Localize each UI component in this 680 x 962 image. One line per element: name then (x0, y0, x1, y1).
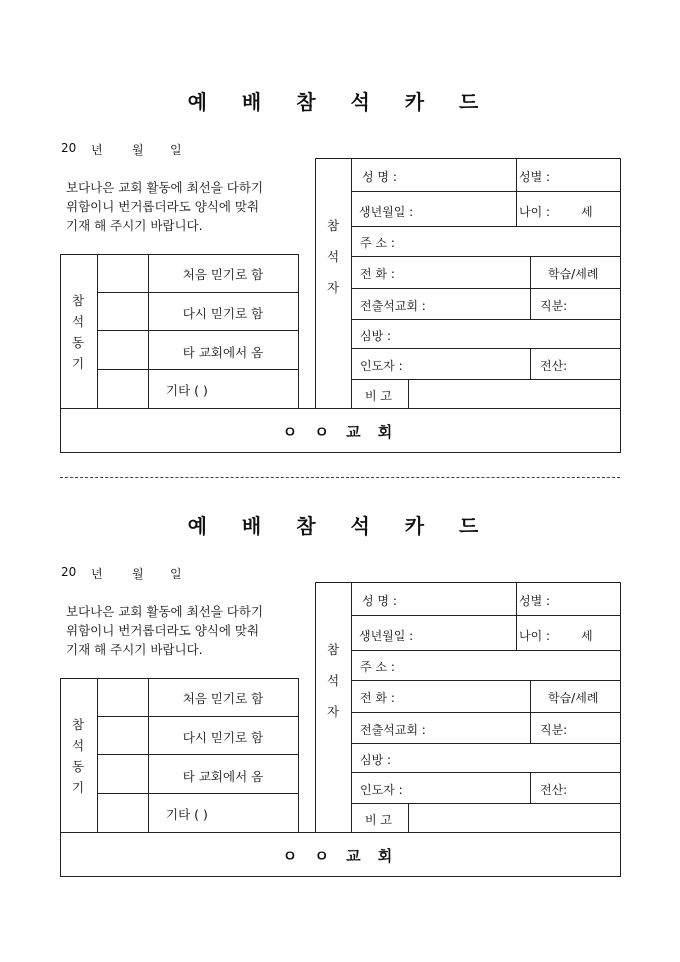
baptism-field-label: 학습/세례 (548, 691, 599, 705)
birth-field-label: 생년월일 : (359, 205, 414, 219)
age-field-label: 나이 : (519, 629, 551, 643)
intro-text (66, 178, 298, 235)
name-field-label: 성 명 : (362, 594, 397, 608)
attendee-label: 참 석 자 (326, 642, 340, 719)
attendance-card-2 (0, 424, 680, 865)
age-field-label: 나이 : (519, 205, 551, 219)
address-field-label: 주 소 : (360, 236, 395, 250)
date-year: 20 (61, 565, 77, 579)
date-year-unit: 년 (91, 143, 103, 157)
intro-line: 위함이니 번거롭더라도 양식에 맞춰 (66, 623, 260, 638)
address-field-label: 주 소 : (360, 660, 395, 674)
church-name: ㅇ ㅇ 교 회 (282, 847, 399, 865)
guide-field-label: 인도자 : (360, 359, 403, 373)
motive-option-etc: 기타 ( ) (166, 383, 208, 398)
intro-line: 기재 해 주시기 바랍니다. (66, 218, 203, 233)
attendance-card-1 (0, 0, 680, 441)
motive-option-etc: 기타 ( ) (166, 807, 208, 822)
note-field-label: 비 고 (365, 813, 392, 827)
card-title: 예 배 참 석 카 드 (187, 90, 493, 114)
motive-label: 참 석 동 기 (71, 293, 85, 371)
intro-line: 위함이니 번거롭더라도 양식에 맞춰 (66, 199, 260, 214)
age-unit: 세 (581, 629, 593, 643)
intro-line: 기재 해 주시기 바랍니다. (66, 642, 203, 657)
date-day-unit: 일 (170, 567, 182, 581)
date-day-unit: 일 (170, 143, 182, 157)
date-month-unit: 월 (132, 143, 144, 157)
date-year-unit: 년 (91, 567, 103, 581)
intro-line: 보다나은 교회 활동에 최선을 다하기 (66, 180, 264, 195)
position-field-label: 직분: (540, 723, 568, 737)
motive-option-first-belief: 처음 믿기로 함 (182, 691, 264, 706)
gender-field-label: 성별 : (519, 170, 551, 184)
motive-label: 참 석 동 기 (71, 717, 85, 795)
motive-option-other-church: 타 교회에서 옴 (182, 345, 264, 360)
baptism-field-label: 학습/세례 (548, 267, 599, 281)
intro-line: 보다나은 교회 활동에 최선을 다하기 (66, 604, 264, 619)
date-year: 20 (61, 141, 77, 155)
motive-option-other-church: 타 교회에서 옴 (182, 769, 264, 784)
church-footer (60, 832, 621, 877)
birth-field-label: 생년월일 : (359, 629, 414, 643)
gender-field-label: 성별 : (519, 594, 551, 608)
motive-option-renewed-belief: 다시 믿기로 함 (182, 306, 264, 321)
name-field-label: 성 명 : (362, 170, 397, 184)
motive-option-renewed-belief: 다시 믿기로 함 (182, 730, 264, 745)
card-title: 예 배 참 석 카 드 (187, 514, 493, 538)
phone-field-label: 전 화 : (360, 267, 395, 281)
visit-field-label: 심방 : (360, 329, 392, 343)
computer-field-label: 전산: (540, 783, 568, 797)
note-field-label: 비 고 (365, 389, 392, 403)
church-name: ㅇ ㅇ 교 회 (282, 423, 399, 441)
position-field-label: 직분: (540, 299, 568, 313)
guide-field-label: 인도자 : (360, 783, 403, 797)
date-month-unit: 월 (132, 567, 144, 581)
visit-field-label: 심방 : (360, 753, 392, 767)
intro-text (66, 602, 298, 659)
motive-option-first-belief: 처음 믿기로 함 (182, 267, 264, 282)
prev-church-field-label: 전출석교회 : (360, 299, 426, 313)
prev-church-field-label: 전출석교회 : (360, 723, 426, 737)
phone-field-label: 전 화 : (360, 691, 395, 705)
age-unit: 세 (581, 205, 593, 219)
attendee-label: 참 석 자 (326, 218, 340, 295)
computer-field-label: 전산: (540, 359, 568, 373)
